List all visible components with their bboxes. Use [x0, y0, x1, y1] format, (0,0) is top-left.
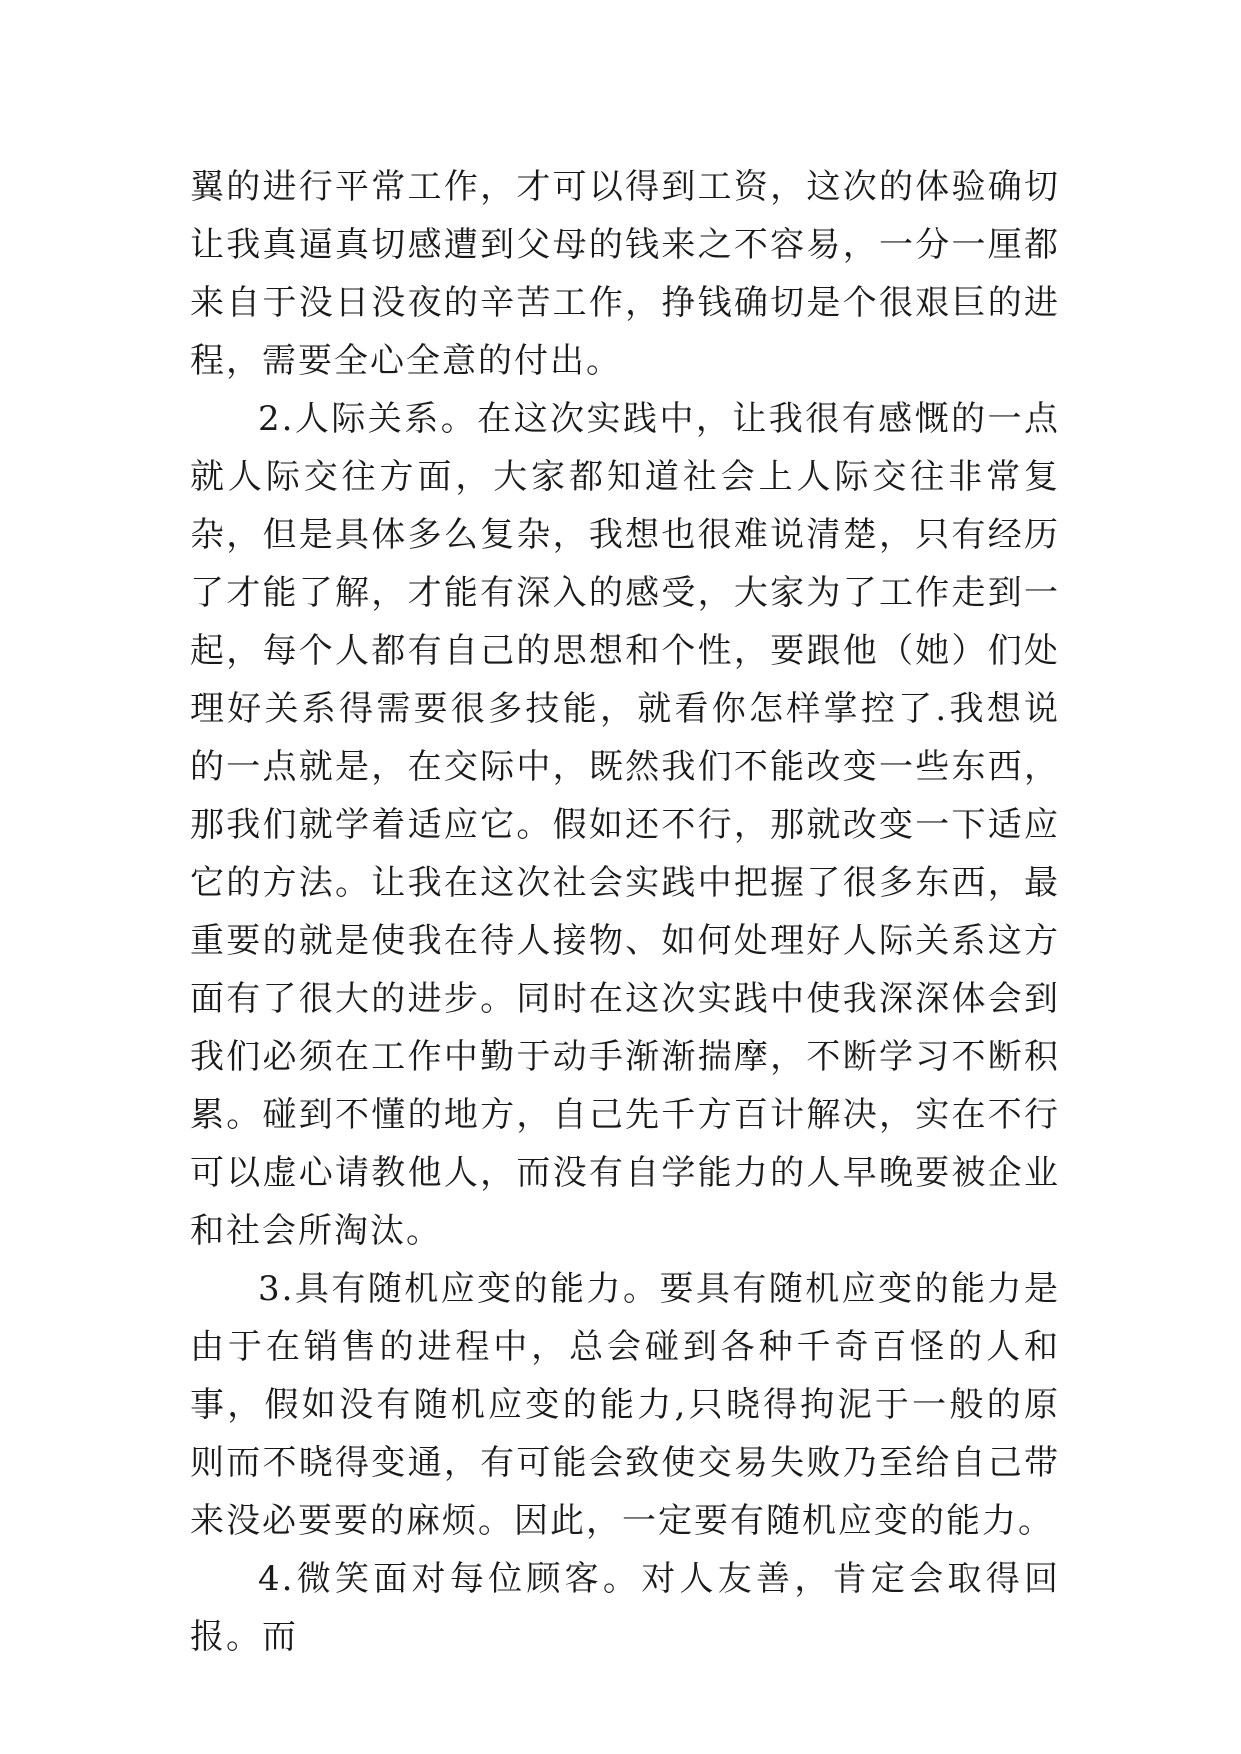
paragraph-3: 3.具有随机应变的能力。要具有随机应变的能力是由于在销售的进程中，总会碰到各种千奇百怪的人和事，假如没有随机应变的能力,只晓得拘泥于一般的原则而不晓得变通，有可能会致使交易失败乃至给自己带来没必要要的麻烦。因此，一定要有随机应变的能力。: [190, 1269, 1060, 1541]
paragraph-1: 翼的进行平常工作，才可以得到工资，这次的体验确切让我真逼真切感遭到父母的钱来之不容易，一分一厘都来自于没日没夜的辛苦工作，挣钱确切是个很艰巨的进程，需要全心全意的付出。: [190, 167, 1060, 381]
paragraph-2: 2.人际关系。在这次实践中，让我很有感慨的一点就人际交往方面，大家都知道社会上人际交往非常复杂，但是具体多么复杂，我想也很难说清楚，只有经历了才能了解，才能有深入的感受，大家为了工作走到一起，每个人都有自己的思想和个性，要跟他（她）们处理好关系得需要很多技能，就看你怎样掌控了.我想说的一点就是，在交际中，既然我们不能改变一些东西，那我们就学着适应它。假如还不行，那就改变一下适应它的方法。让我在这次社会实践中把握了很多东西，最重要的就是使我在待人接物、如何处理好人际关系这方面有了很大的进步。同时在这次实践中使我深深体会到我们必须在工作中勤于动手渐渐揣摩，不断学习不断积累。碰到不懂的地方，自己先千方百计解决，实在不行可以虚心请教他人，而没有自学能力的人早晚要被企业和社会所淘汰。: [190, 399, 1060, 1251]
document-body: [190, 158, 1060, 1666]
paragraph-4: 4.微笑面对每位顾客。对人友善，肯定会取得回报。而: [190, 1559, 1060, 1657]
